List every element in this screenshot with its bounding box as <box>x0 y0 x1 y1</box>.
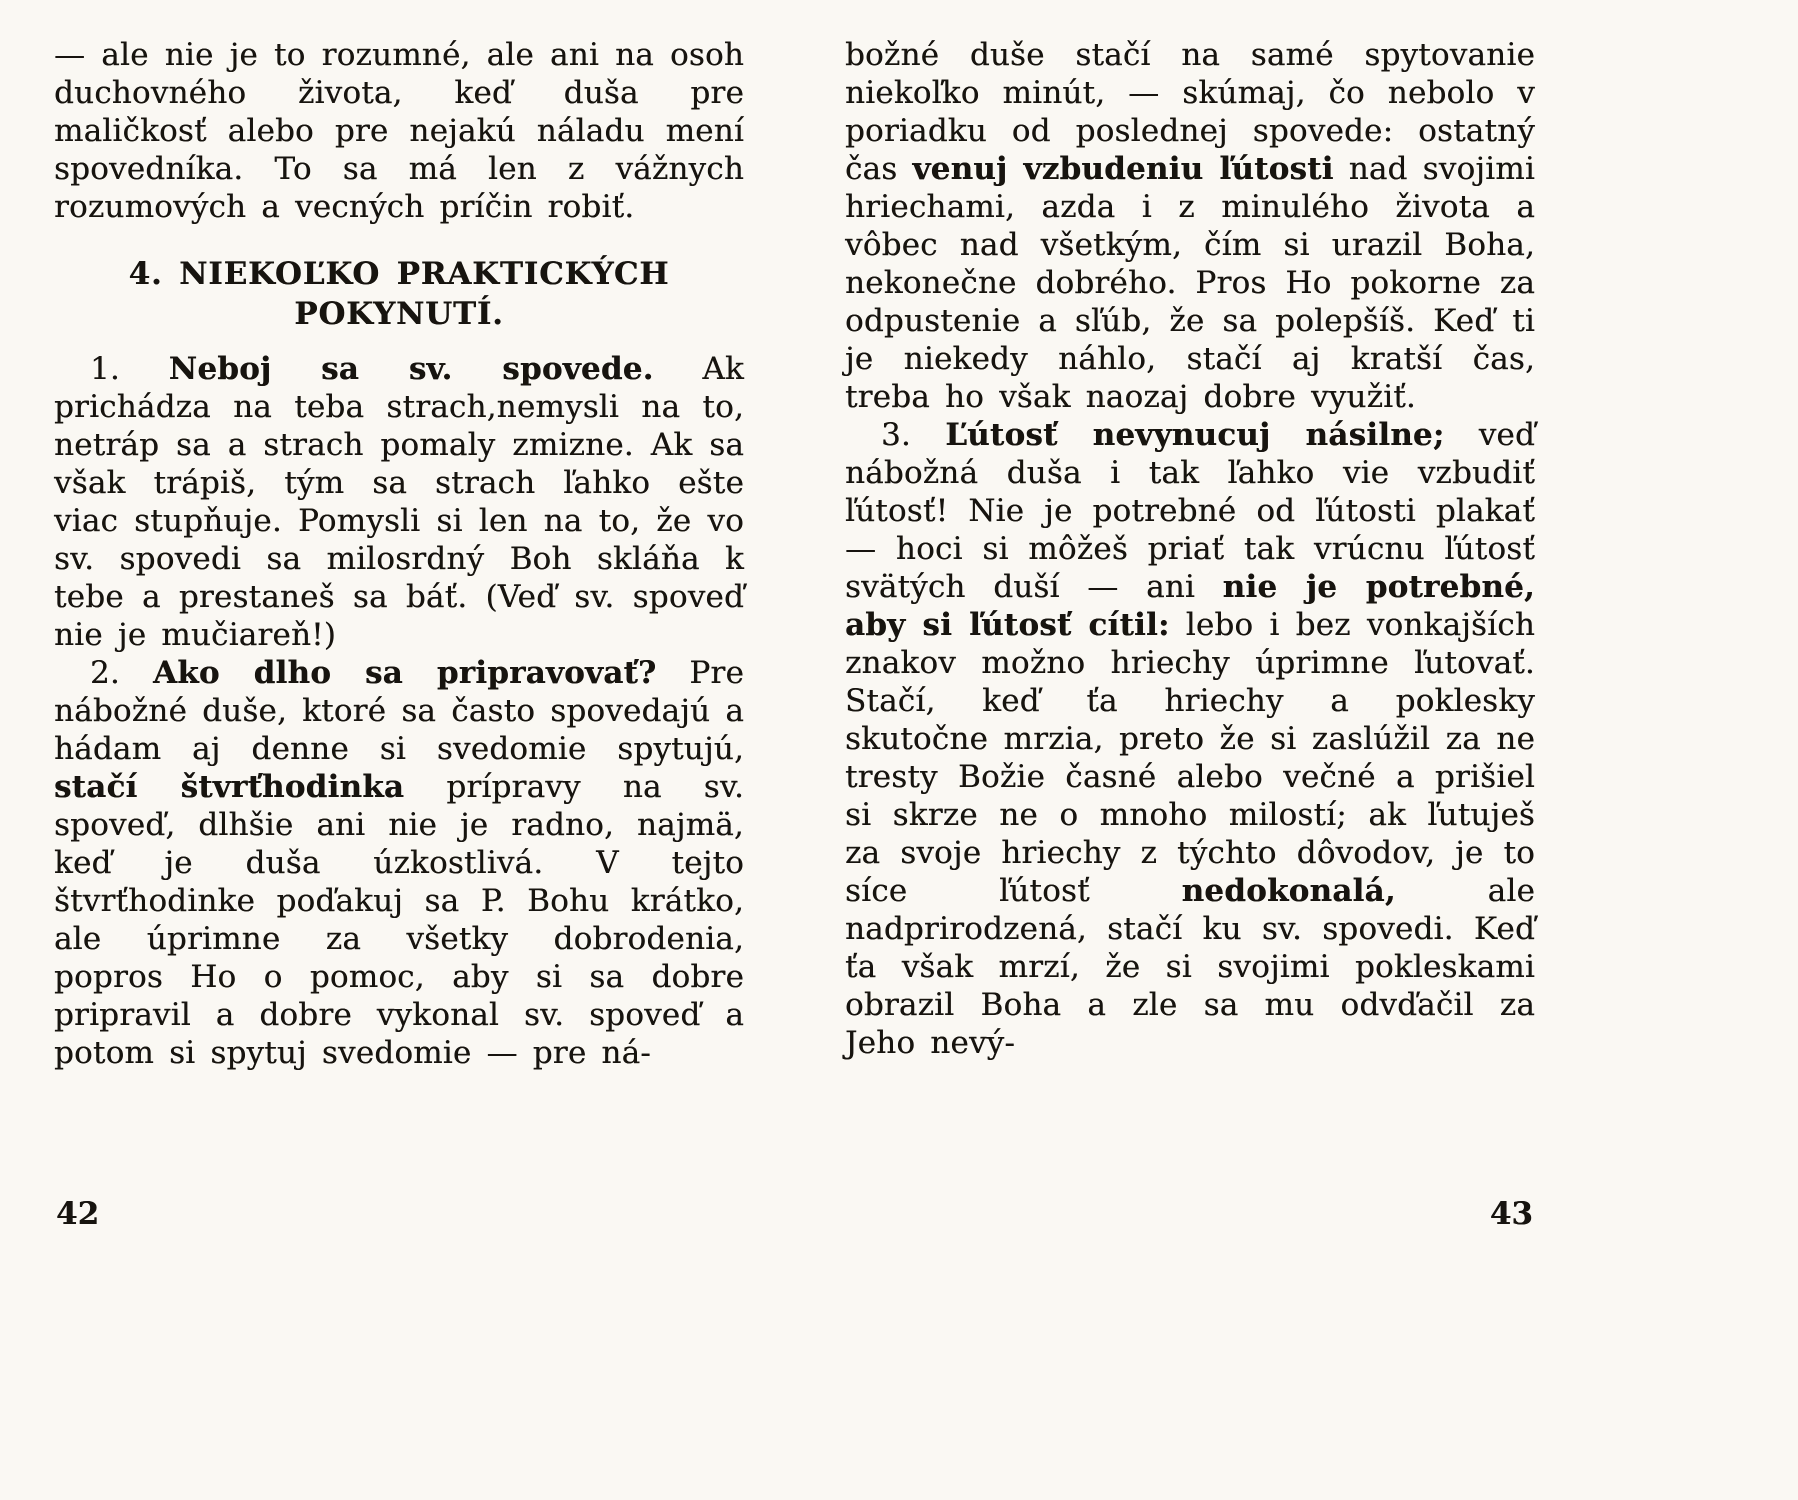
right-page-text-column <box>845 36 1535 1062</box>
paragraph-point-1: 1. Neboj sa sv. spovede. Ak prichádza na teba strach,nemysli na to, netráp sa a strach pomaly zmizne. Ak sa však trápiš, tým sa strach ľahko ešte viac stupňuje. Pomysli si len na to, že vo sv. spovedi sa milosrdný Boh skláňa k tebe a prestaneš sa báť. (Veď sv. spoveď nie je mučiareň!) <box>54 351 744 653</box>
page-number-left: 42 <box>56 1196 100 1232</box>
paragraph-continuation-right: božné duše stačí na samé spytovanie niekoľko minút, — skúmaj, čo nebolo v poriadku od poslednej spovede: ostatný čas venuj vzbudeniu ľútosti nad svojimi hriechami, azda i z minulého života a vôbec nad všetkým, čím si urazil Boha, nekonečne dobrého. Pros Ho pokorne za odpustenie a sľúb, že sa polepšíš. Keď ti je niekedy náhlo, stačí aj kratší čas, treba ho však naozaj dobre využiť. <box>845 37 1535 415</box>
page-number-right: 43 <box>1489 1196 1533 1232</box>
section-heading-line1: 4. NIEKOĽKO PRAKTICKÝCH <box>128 256 670 292</box>
section-heading-line2: POKYNUTÍ. <box>294 296 504 332</box>
paragraph-point-3: 3. Ľútosť nevynucuj násilne; veď nábožná duša i tak ľahko vie vzbudiť ľútosť! Nie je potrebné od ľútosti plakať — hoci si môžeš priať tak vrúcnu ľútosť svätých duší — ani nie je potrebné, aby si ľútosť cítil: lebo i bez vonkajších znakov možno hriechy úprimne ľutovať. Stačí, keď ťa hriechy a poklesky skutočne mrzia, preto že si zaslúžil za ne tresty Božie časné alebo večné a prišiel si skrze ne o mnoho milostí; ak ľutuješ za svoje hriechy z týchto dôvodov, je to síce ľútosť nedokonalá, ale nadprirodzená, stačí ku sv. spovedi. Keď ťa však mrzí, že si svojimi pokleskami obrazil Boha a zle sa mu odvďačil za Jeho nevý- <box>845 417 1536 1061</box>
paragraph-point-2: 2. Ako dlho sa pripravovať? Pre nábožné duše, ktoré sa často spovedajú a hádam aj denne si svedomie spytujú, stačí štvrťhodinka prípravy na sv. spoveď, dlhšie ani nie je radno, najmä, keď je duša úzkostlivá. V tejto štvrťhodinke poďakuj sa P. Bohu krátko, ale úprimne za všetky dobrodenia, popros Ho o pomoc, aby si sa dobre pripravil a dobre vykonal sv. spoveď a potom si spytuj svedomie — pre ná- <box>54 655 744 1071</box>
paragraph-continuation-left: — ale nie je to rozumné, ale ani na osoh duchovného života, keď duša pre maličkosť alebo pre nejakú náladu mení spovedníka. To sa má len z vážnych rozumových a vecných príčin robiť. <box>54 37 744 225</box>
left-page-text-column <box>54 36 744 1072</box>
section-heading <box>64 254 734 334</box>
